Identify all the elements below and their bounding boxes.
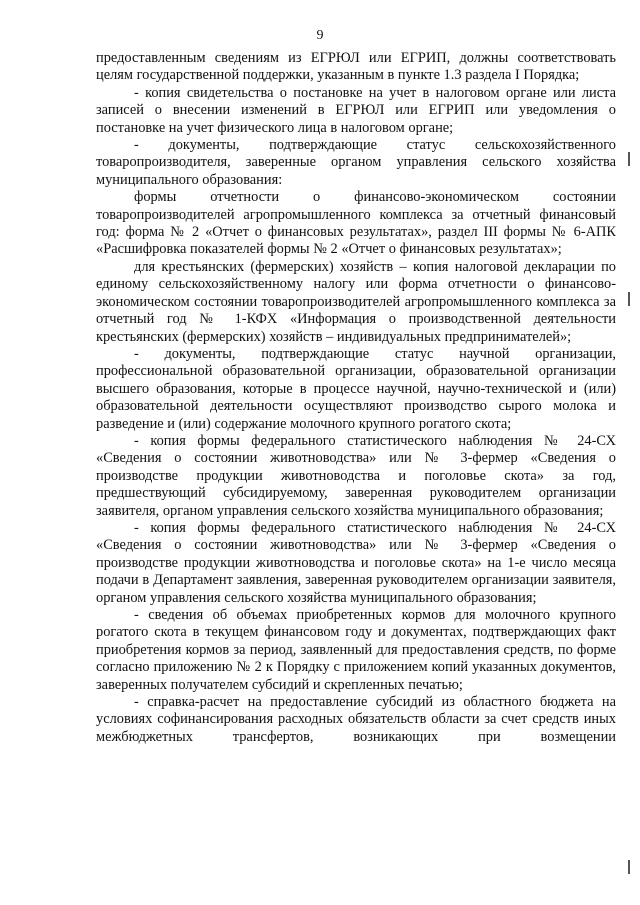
paragraph-3: - документы, подтверждающие статус сельскохозяйственного товаропроизводителя, заверенные органом управления сельского хозяйства муниципального образования: (96, 137, 616, 188)
margin-mark (628, 292, 630, 306)
paragraph-8: - копия формы федерального статистического наблюдения № 24-СХ «Сведения о состоянии животноводства» или № 3-фермер «Сведения о производстве продукции животноводства и поголовье скота» на 1-е число месяца подачи в Департамент заявления, заверенная руководителем организации заявителя, органом управления сельского хозяйства муниципального образования; (96, 519, 616, 606)
paragraph-5: для крестьянских (фермерских) хозяйств – копия налоговой декларации по единому сельскохозяйственному налогу или форма отчетности о финансово-экономическом состоянии товаропроизводителей агропромышленного комплекса за отчетный год № 1-КФХ «Информация о производственной деятельности крестьянских (фермерских) хозяйств – индивидуальных предпринимателей»; (96, 258, 616, 345)
document-body (96, 50, 616, 746)
margin-mark (628, 152, 630, 166)
paragraph-1: предоставленным сведениям из ЕГРЮЛ или ЕГРИП, должны соответствовать целям государственной поддержки, указанным в пункте 1.3 раздела I Порядка; (96, 50, 616, 84)
paragraph-10: - справка-расчет на предоставление субсидий из областного бюджета на условиях софинансирования расходных обязательств области за счет средств иных межбюджетных трансфертов, возникающих при возмещении (96, 694, 616, 745)
paragraph-2: - копия свидетельства о постановке на учет в налоговом органе или листа записей о внесении изменений в ЕГРЮЛ или ЕГРИП или уведомления о постановке на учет физического лица в налоговом органе; (96, 84, 616, 136)
page-number: 9 (316, 28, 324, 43)
margin-mark (628, 860, 630, 874)
paragraph-4: формы отчетности о финансово-экономическом состоянии товаропроизводителей агропромышленного комплекса за отчетный финансовый год: форма № 2 «Отчет о финансовых результатах», раздел III формы № 6-АПК «Расшифровка показателей формы № 2 «Отчет о финансовых результатах»; (96, 189, 616, 258)
paragraph-9: - сведения об объемах приобретенных кормов для молочного крупного рогатого скота в текущем финансовом году и документах, подтверждающих факт приобретения кормов за период, заявленный для предоставления средств, по форме согласно приложению № 2 к Порядку с приложением копий указанных документов, заверенных получателем субсидий и скрепленных печатью; (96, 607, 616, 693)
paragraph-6: - документы, подтверждающие статус научной организации, профессиональной образовательной организации, образовательной организации высшего образования, которые в процессе научной, научно-технической и (или) образовательной деятельности осуществляют производство сырого молока и разведение и (или) содержание молочного крупного рогатого скота; (96, 345, 616, 432)
paragraph-7: - копия формы федерального статистического наблюдения № 24-СХ «Сведения о состоянии животноводства» или № 3-фермер «Сведения о производстве продукции животноводства и поголовье скота» за год, предшествующий субсидируемому, заверенная руководителем организации заявителя, органом управления сельского хозяйства муниципального образования; (96, 432, 616, 519)
